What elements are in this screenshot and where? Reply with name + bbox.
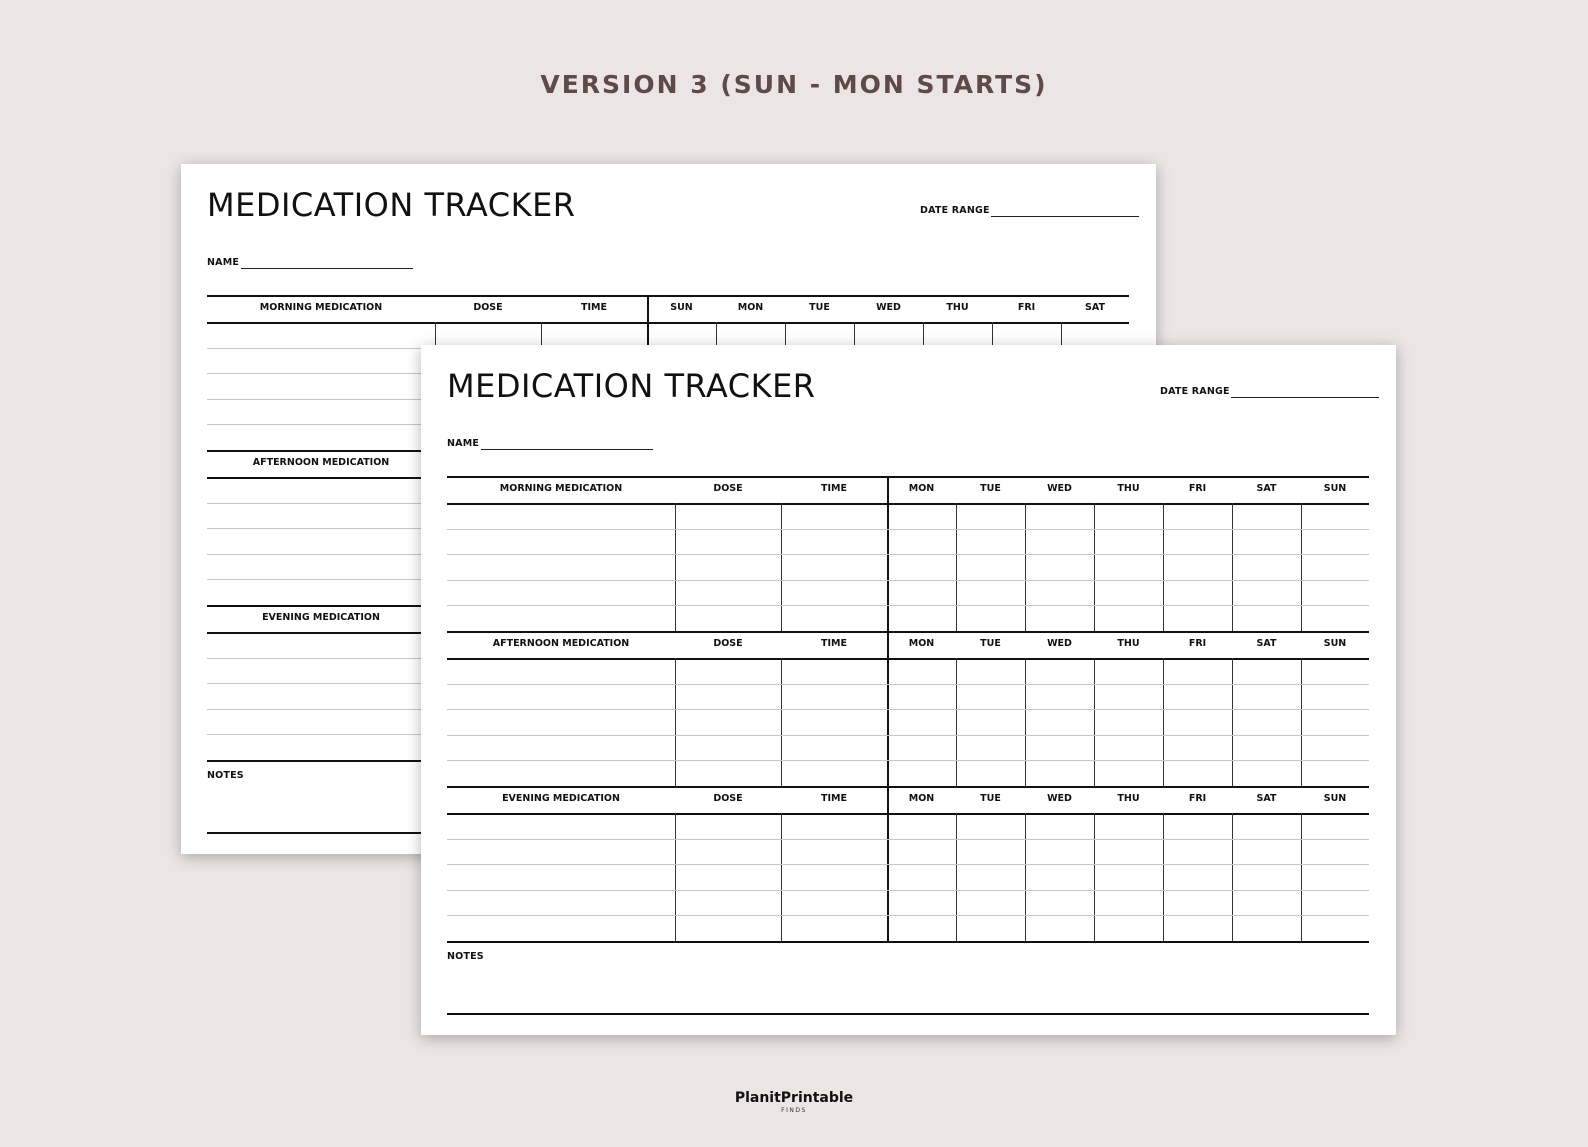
evening-section <box>447 786 1369 941</box>
sheet-title: MEDICATION TRACKER <box>447 367 816 405</box>
section-label: AFTERNOON MEDICATION <box>492 638 630 649</box>
row-line <box>447 554 1369 555</box>
day-header: MON <box>908 638 935 649</box>
row-line <box>447 735 1369 736</box>
name-label: NAME <box>447 438 480 449</box>
column-divider <box>1232 658 1233 786</box>
afternoon-section <box>447 631 1369 786</box>
day-header: WED <box>1047 793 1072 804</box>
column-divider <box>1301 658 1302 786</box>
name-label: NAME <box>207 257 240 268</box>
dose-header: DOSE <box>473 302 503 313</box>
day-header: SAT <box>1256 793 1277 804</box>
day-header: SUN <box>670 302 693 313</box>
time-header: TIME <box>821 638 847 649</box>
section-label: EVENING MEDICATION <box>502 793 620 804</box>
column-divider <box>1301 813 1302 941</box>
column-divider <box>1094 813 1095 941</box>
row-line <box>447 529 1369 530</box>
day-header: MON <box>908 793 935 804</box>
section-label: MORNING MEDICATION <box>499 483 623 494</box>
date-range-line <box>1231 397 1379 398</box>
day-header: FRI <box>1017 302 1036 313</box>
day-header: FRI <box>1188 638 1207 649</box>
column-divider <box>956 813 957 941</box>
medication-table <box>447 476 1369 941</box>
row-line <box>447 890 1369 891</box>
time-header: TIME <box>821 483 847 494</box>
notes-line <box>447 1013 1369 1015</box>
row-line <box>447 839 1369 840</box>
day-header: THU <box>1117 793 1140 804</box>
time-header: TIME <box>581 302 607 313</box>
column-divider <box>1025 503 1026 631</box>
name-line <box>481 449 653 450</box>
brand-subtitle: FINDS <box>781 1107 807 1114</box>
notes-label: NOTES <box>207 770 244 781</box>
section-label: EVENING MEDICATION <box>262 612 380 623</box>
day-header: SAT <box>1256 638 1277 649</box>
day-header: SUN <box>1323 483 1347 494</box>
day-header: THU <box>946 302 969 313</box>
day-header: WED <box>1047 638 1072 649</box>
column-divider <box>1025 658 1026 786</box>
column-divider <box>1025 813 1026 941</box>
column-divider <box>1094 503 1095 631</box>
day-header: SUN <box>1323 638 1347 649</box>
day-header: SUN <box>1323 793 1347 804</box>
column-divider <box>1232 813 1233 941</box>
column-divider <box>781 813 782 941</box>
day-header: MON <box>737 302 764 313</box>
date-range-label: DATE RANGE <box>1160 386 1230 397</box>
row-line <box>447 760 1369 761</box>
day-header: TUE <box>980 638 1001 649</box>
day-header: TUE <box>980 793 1001 804</box>
row-line <box>447 709 1369 710</box>
dose-header: DOSE <box>713 793 743 804</box>
dose-header: DOSE <box>713 638 743 649</box>
section-label: MORNING MEDICATION <box>259 302 383 313</box>
column-divider <box>675 658 676 786</box>
table-bottom-line <box>447 941 1369 943</box>
sheet-title: MEDICATION TRACKER <box>207 186 576 224</box>
name-line <box>241 268 413 269</box>
day-header: WED <box>876 302 901 313</box>
column-divider <box>1163 503 1164 631</box>
section-label: AFTERNOON MEDICATION <box>252 457 390 468</box>
row-line <box>447 605 1369 606</box>
row-line <box>447 684 1369 685</box>
row-line <box>447 580 1369 581</box>
day-header: SAT <box>1256 483 1277 494</box>
time-header: TIME <box>821 793 847 804</box>
column-divider <box>956 503 957 631</box>
column-divider <box>675 813 676 941</box>
row-line <box>447 915 1369 916</box>
day-header: TUE <box>980 483 1001 494</box>
dose-header: DOSE <box>713 483 743 494</box>
column-divider <box>1301 503 1302 631</box>
day-header: THU <box>1117 638 1140 649</box>
column-divider <box>781 658 782 786</box>
column-divider <box>675 503 676 631</box>
row-line <box>447 864 1369 865</box>
date-range-label: DATE RANGE <box>920 205 990 216</box>
date-range-line <box>991 216 1139 217</box>
column-divider <box>781 503 782 631</box>
column-divider <box>1163 658 1164 786</box>
brand-name: PlanitPrintable <box>734 1090 854 1106</box>
notes-label: NOTES <box>447 951 484 962</box>
day-header: SAT <box>1085 302 1105 313</box>
column-divider <box>1094 658 1095 786</box>
day-header: FRI <box>1188 793 1207 804</box>
column-divider <box>1163 813 1164 941</box>
column-divider <box>1232 503 1233 631</box>
page-headline: VERSION 3 (SUN - MON STARTS) <box>540 70 1048 99</box>
day-header: TUE <box>809 302 830 313</box>
front-tracker-sheet <box>421 345 1396 1035</box>
morning-section <box>447 476 1369 631</box>
day-header: FRI <box>1188 483 1207 494</box>
day-header: MON <box>908 483 935 494</box>
brand-logo <box>0 1090 1588 1114</box>
day-header: THU <box>1117 483 1140 494</box>
column-divider <box>956 658 957 786</box>
day-header: WED <box>1047 483 1072 494</box>
